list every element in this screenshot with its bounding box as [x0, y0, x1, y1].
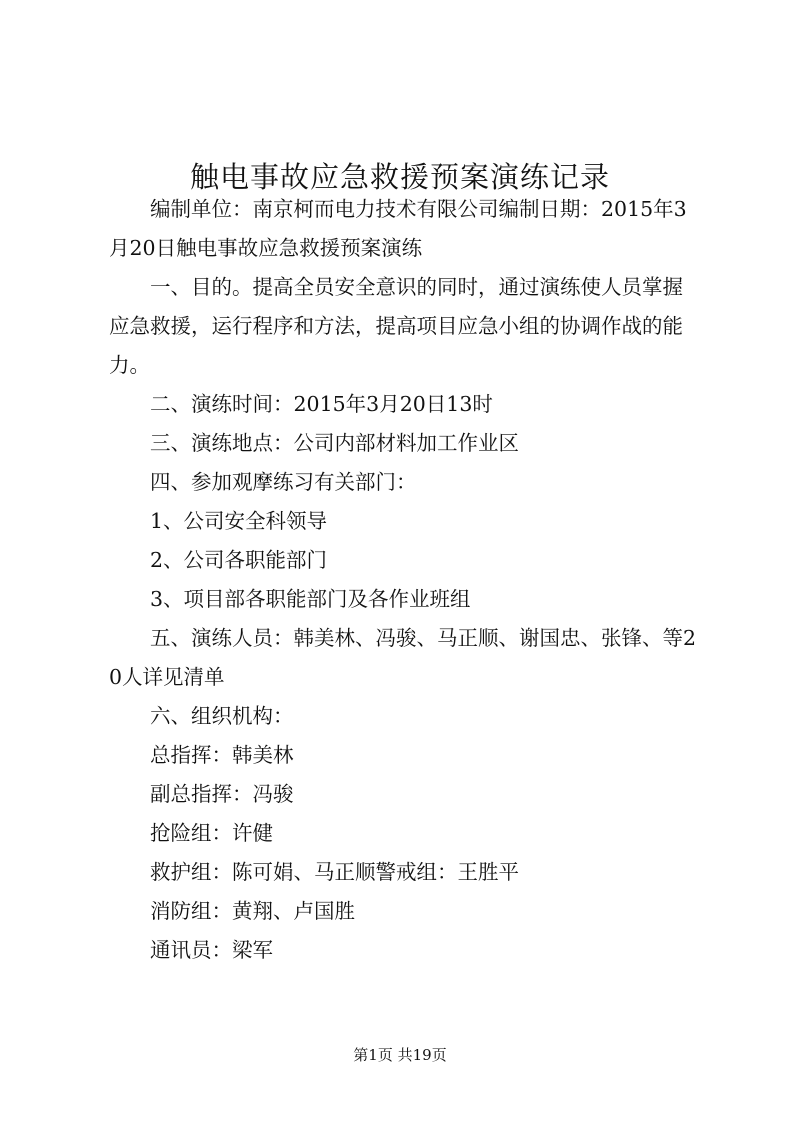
role-deputy-commander: 副总指挥：冯骏 — [150, 782, 294, 806]
list-item-department-1: 1、公司安全科领导 — [150, 509, 328, 533]
paragraph-drill-location: 三、演练地点：公司内部材料加工作业区 — [150, 431, 519, 455]
list-item-department-3: 3、项目部各职能部门及各作业班组 — [150, 587, 471, 611]
page-number-footer: 第1页 共19页 — [353, 1046, 447, 1064]
paragraph-header-info: 编制单位：南京柯而电力技术有限公司编制日期：2015年3月20日触电事故应急救援预案演练 — [109, 197, 687, 260]
paragraph-organization: 六、组织机构： — [150, 704, 294, 728]
paragraph-drill-time: 二、演练时间：2015年3月20日13时 — [150, 392, 493, 416]
role-rescue-team: 抢险组：许健 — [150, 821, 273, 845]
document-body — [109, 190, 703, 970]
document-title: 触电事故应急救援预案演练记录 — [189, 160, 610, 195]
paragraph-purpose: 一、目的。提高全员安全意识的同时，通过演练使人员掌握应急救援，运行程序和方法，提高项目应急小组的协调作战的能力。 — [109, 275, 683, 377]
role-commander: 总指挥：韩美林 — [150, 743, 294, 767]
paragraph-personnel: 五、演练人员：韩美林、冯骏、马正顺、谢国忠、张锋、等20人详见清单 — [109, 626, 697, 689]
role-medical-team: 救护组：陈可娟、马正顺警戒组：王胜平 — [150, 860, 519, 884]
paragraph-departments: 四、参加观摩练习有关部门： — [150, 470, 417, 494]
list-item-department-2: 2、公司各职能部门 — [150, 548, 328, 572]
role-fire-team: 消防组：黄翔、卢国胜 — [150, 899, 355, 923]
role-communicator: 通讯员：梁军 — [150, 938, 273, 962]
